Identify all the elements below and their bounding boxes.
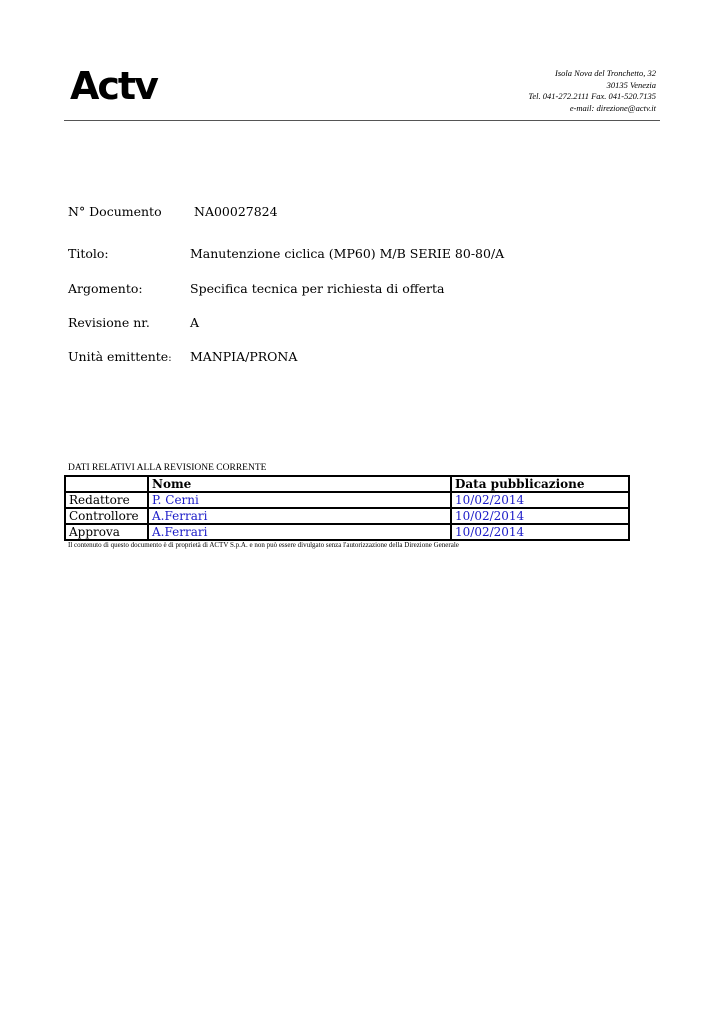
header-cell-nome: Nome xyxy=(148,476,451,492)
documento-value: NA00027824 xyxy=(194,204,278,219)
unita-label xyxy=(68,349,172,364)
date-cell: 10/02/2014 xyxy=(451,524,629,540)
date-cell: 10/02/2014 xyxy=(451,508,629,524)
address-line: Tel. 041-272.2111 Fax. 041-520.7135 xyxy=(528,91,656,101)
table-header-row xyxy=(65,476,629,492)
table-row xyxy=(65,524,629,540)
unita-value: MANPIA/PRONA xyxy=(190,349,298,364)
argomento-label: Argomento: xyxy=(68,281,143,296)
titolo-value: Manutenzione ciclica (MP60) M/B SERIE 80-80/A xyxy=(190,246,505,261)
role-cell: Redattore xyxy=(65,492,148,508)
titolo-label: Titolo: xyxy=(68,246,109,261)
unita-label-text: Unità emittente xyxy=(68,349,169,364)
actv-logo: Actv xyxy=(70,64,157,108)
revisione-label: Revisione nr. xyxy=(68,315,150,330)
revision-table xyxy=(64,475,630,541)
documento-label: N° Documento xyxy=(68,204,162,219)
role-cell: Approva xyxy=(65,524,148,540)
name-cell: P. Cerni xyxy=(148,492,451,508)
name-cell: A.Ferrari xyxy=(148,508,451,524)
confidentiality-notice: Il contenuto di questo documento è di proprietà di ACTV S.p.A. e non può essere divulgato senza l'autorizzazione della Direzione Generale xyxy=(68,541,459,549)
header-divider xyxy=(64,120,660,121)
unita-label-colon: : xyxy=(168,353,172,364)
date-cell: 10/02/2014 xyxy=(451,492,629,508)
header-cell-role xyxy=(65,476,148,492)
argomento-value: Specifica tecnica per richiesta di offerta xyxy=(190,281,445,296)
table-row xyxy=(65,492,629,508)
table-row xyxy=(65,508,629,524)
address-line: Isola Nova del Tronchetto, 32 xyxy=(555,68,656,78)
role-cell: Controllore xyxy=(65,508,148,524)
address-line: e-mail: direzione@actv.it xyxy=(569,102,656,113)
address-line: 30135 Venezia xyxy=(606,79,656,90)
company-address xyxy=(528,68,656,114)
revision-caption: DATI RELATIVI ALLA REVISIONE CORRENTE xyxy=(68,463,267,473)
header-cell-data: Data pubblicazione xyxy=(451,476,629,492)
name-cell: A.Ferrari xyxy=(148,524,451,540)
revisione-value: A xyxy=(190,315,200,330)
